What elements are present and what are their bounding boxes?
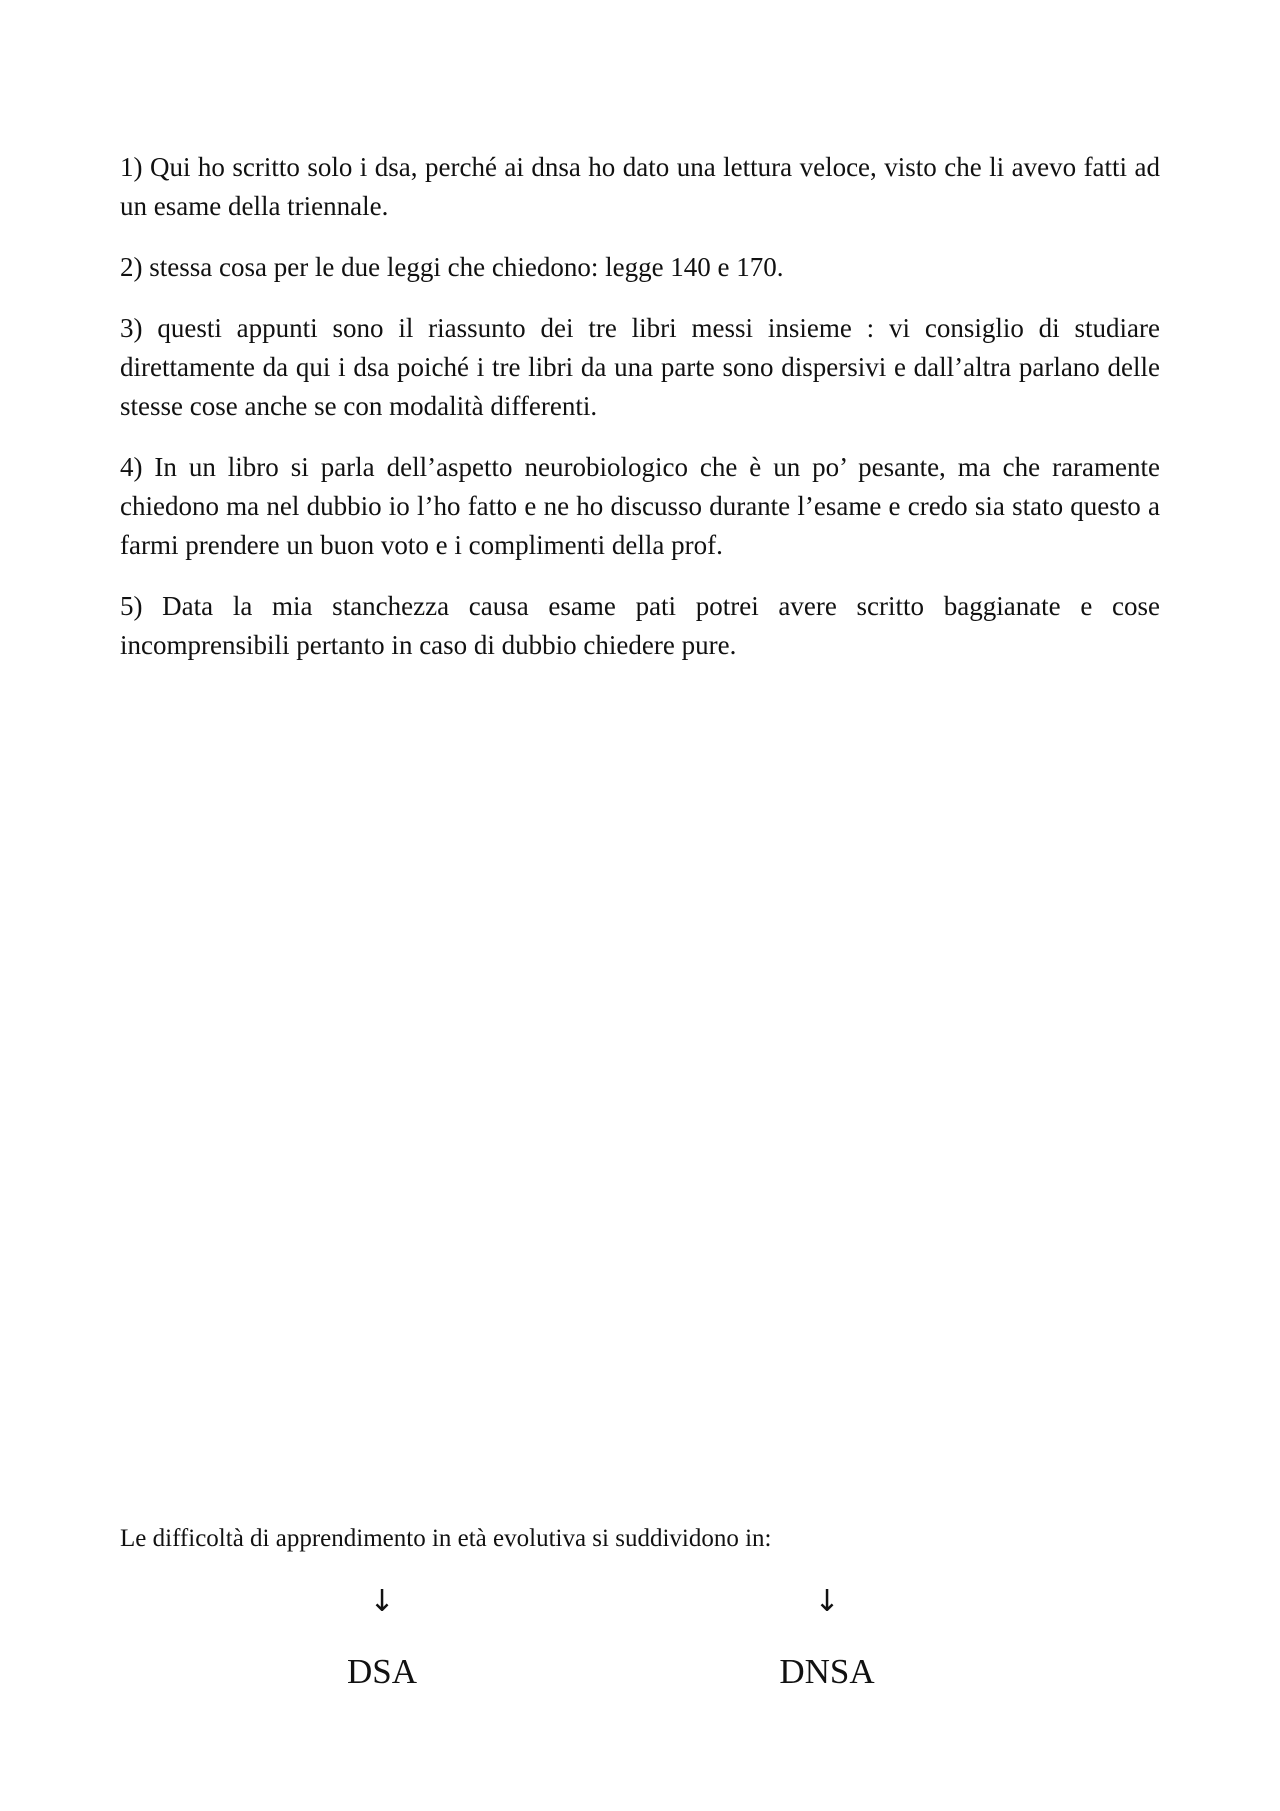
down-arrow-icon: ↓: [814, 1584, 840, 1619]
branch-dnsa: [727, 1582, 927, 1694]
diagram-intro: Le difficoltà di apprendimento in età evolutiva si suddividono in:: [120, 1525, 772, 1552]
note-4: 4) In un libro si parla dell’aspetto neurobiologico che è un po’ pesante, ma che raramente chiedono ma nel dubbio io l’ho fatto e ne ho discusso durante l’esame e credo sia stato questo a farmi prendere un buon voto e i complimenti della prof.: [120, 452, 1160, 560]
dsa-label: DSA: [346, 1652, 418, 1691]
down-arrow-icon: ↓: [369, 1584, 395, 1619]
note-1: 1) Qui ho scritto solo i dsa, perché ai dnsa ho dato una lettura veloce, visto che li avevo fatti ad un esame della triennale.: [120, 152, 1160, 221]
note-3: 3) questi appunti sono il riassunto dei tre libri messi insieme : vi consiglio di studiare direttamente da qui i dsa poiché i tre libri da una parte sono dispersivi e dall’altra parlano delle stesse cose anche se con modalità differenti.: [120, 313, 1160, 421]
branch-dsa: [282, 1582, 482, 1694]
note-5: 5) Data la mia stanchezza causa esame pati potrei avere scritto baggianate e cose incomprensibili pertanto in caso di dubbio chiedere pure.: [120, 591, 1160, 660]
dnsa-label: DNSA: [779, 1652, 875, 1691]
note-2: 2) stessa cosa per le due leggi che chiedono: legge 140 e 170.: [120, 252, 784, 282]
notes-list: [120, 148, 1160, 687]
